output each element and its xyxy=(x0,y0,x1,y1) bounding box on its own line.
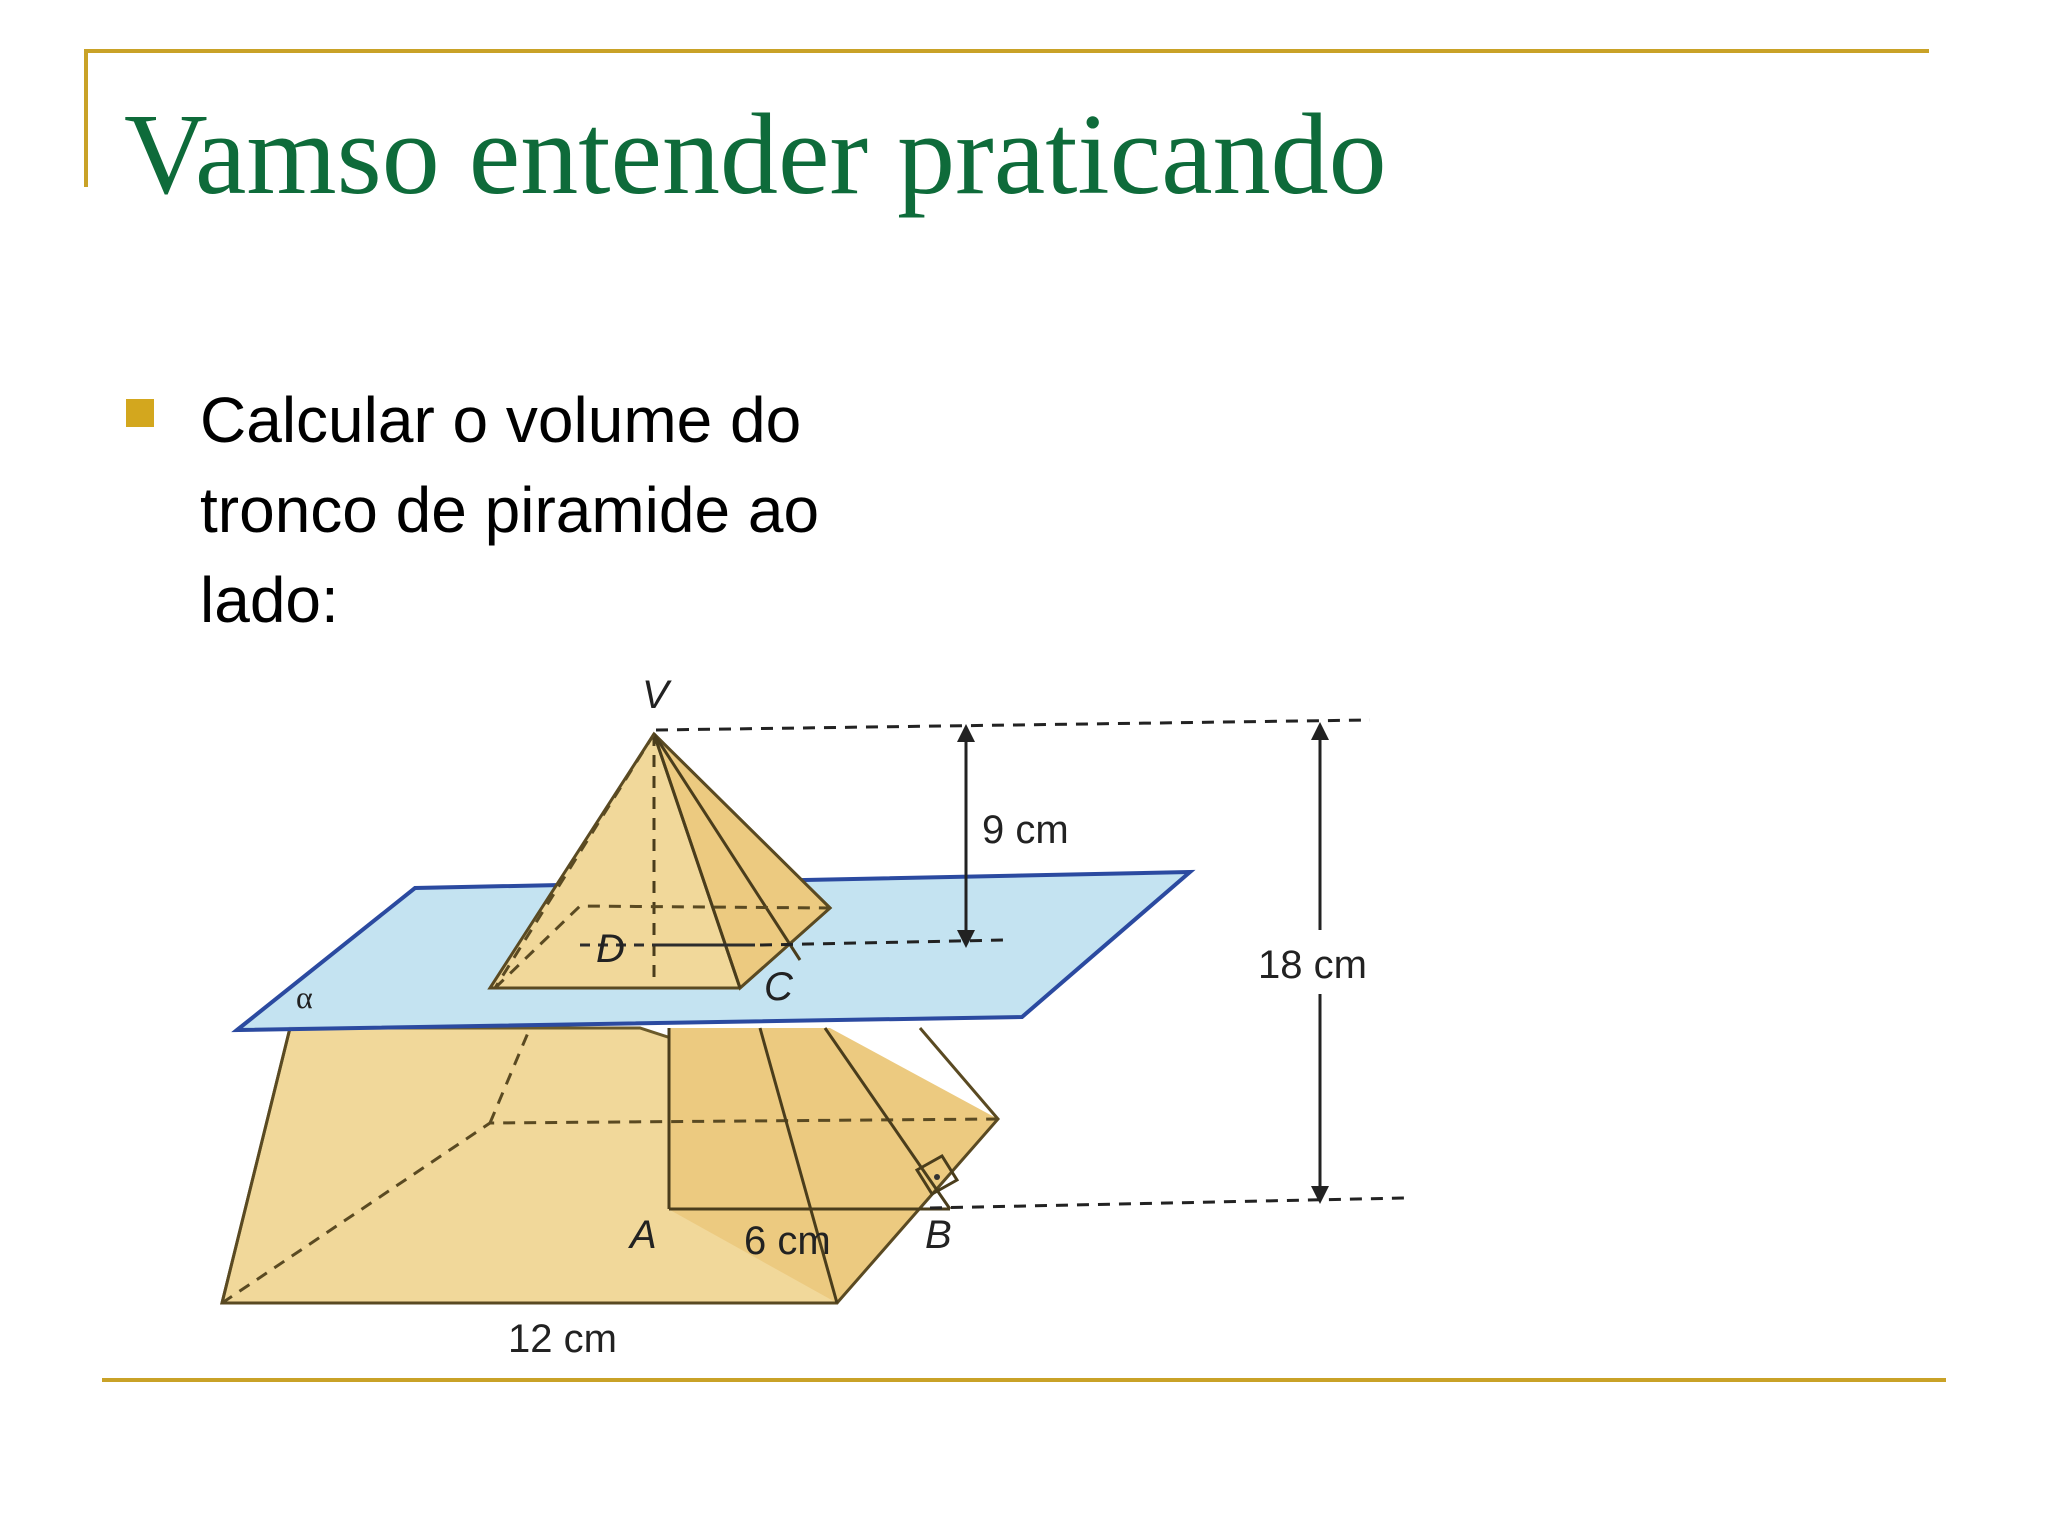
height-total-arrowhead-top xyxy=(1311,722,1329,740)
height-small-label: 9 cm xyxy=(982,808,1069,852)
bullet-line-3: lado: xyxy=(200,564,339,636)
guide-top xyxy=(656,720,1370,730)
point-a-label: A xyxy=(630,1213,657,1257)
bullet-text xyxy=(200,375,1020,645)
apothem-label: 6 cm xyxy=(744,1219,831,1263)
point-b-label: B xyxy=(925,1213,952,1257)
pyramid-frustum-figure xyxy=(160,660,1430,1380)
vertex-label: V xyxy=(642,673,669,717)
frame-bottom-rule xyxy=(102,1378,1946,1382)
pyramid-diagram xyxy=(160,660,1430,1380)
height-total-label: 18 cm xyxy=(1258,943,1367,987)
right-angle-dot xyxy=(934,1174,940,1180)
point-c-label: C xyxy=(764,965,793,1009)
frame-top-rule xyxy=(84,49,1929,53)
point-d-label: D xyxy=(596,927,625,971)
bullet-line-1: Calcular o volume do xyxy=(200,384,802,456)
guide-bottom xyxy=(930,1198,1405,1208)
bullet-line-2: tronco de piramide ao xyxy=(200,474,820,546)
square-bullet-icon xyxy=(126,399,154,427)
frame-left-rule xyxy=(84,49,88,187)
slide-title: Vamso entender praticando xyxy=(124,91,1387,219)
base-side-label: 12 cm xyxy=(508,1317,617,1361)
plane-alpha-label: α xyxy=(296,979,313,1015)
